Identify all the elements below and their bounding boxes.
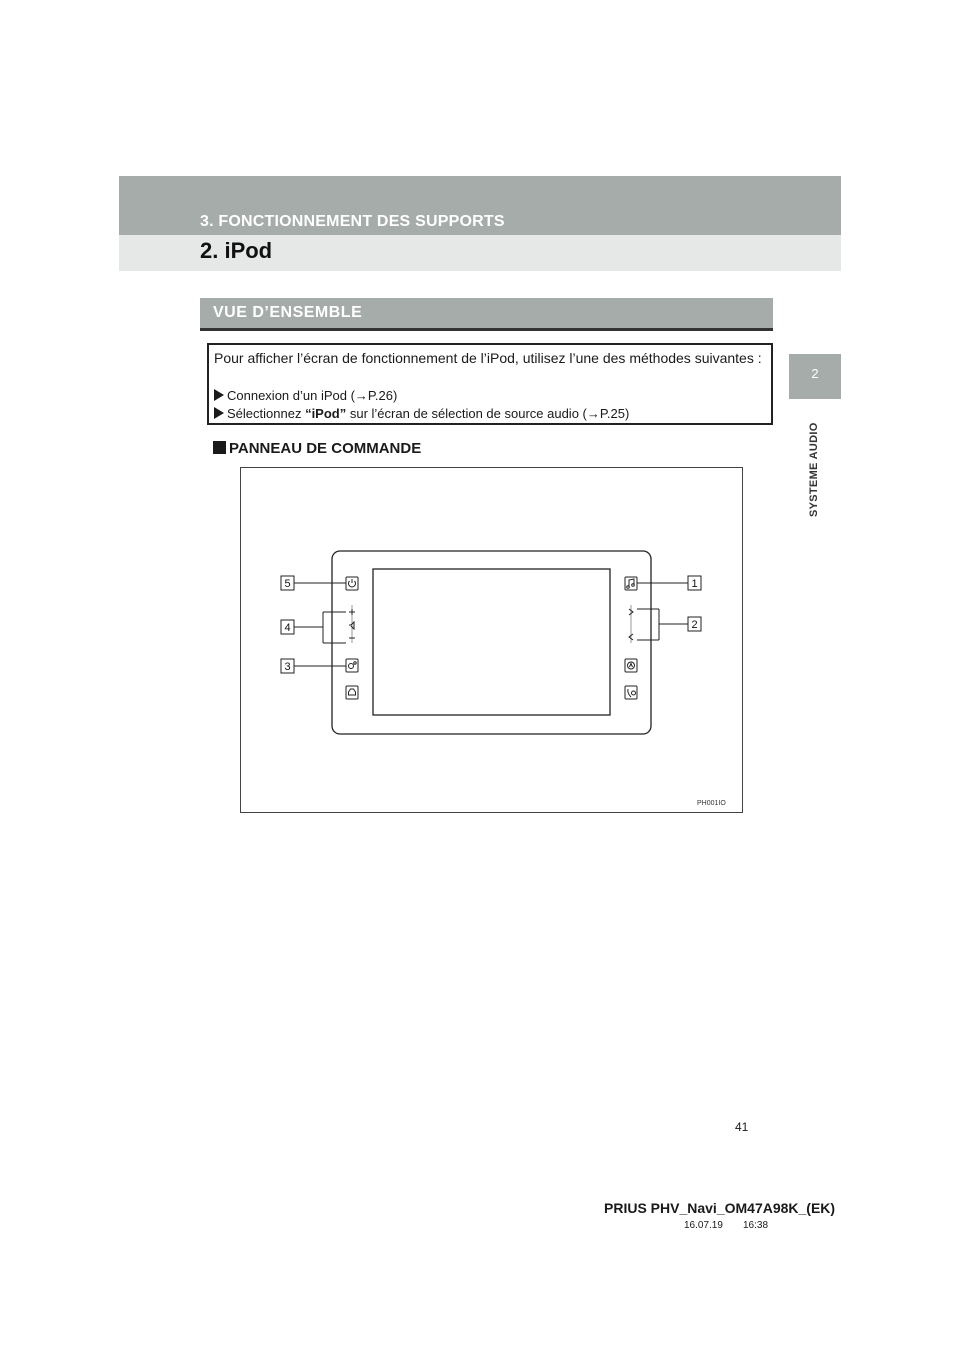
bullet-2-suffix: ) bbox=[624, 406, 630, 421]
overview-bullet-1 bbox=[214, 387, 397, 405]
footer-doc-title: PRIUS PHV_Navi_OM47A98K_(EK) bbox=[604, 1200, 836, 1216]
subsection-title: PANNEAU DE COMMANDE bbox=[229, 440, 422, 457]
chapter-tab-number: 2 bbox=[789, 354, 841, 399]
bullet-triangle-icon bbox=[214, 407, 224, 419]
page-number: 41 bbox=[735, 1120, 749, 1134]
arrow-icon: → bbox=[586, 406, 600, 421]
square-bullet-icon bbox=[213, 441, 226, 454]
bullet-1-ref[interactable]: P.26 bbox=[367, 388, 393, 403]
callout-3: 3 bbox=[284, 661, 291, 673]
bullet-2-ref[interactable]: P.25 bbox=[599, 406, 625, 421]
footer-date: 16.07.19 bbox=[684, 1220, 723, 1231]
arrow-icon: → bbox=[354, 388, 368, 403]
bullet-triangle-icon bbox=[214, 389, 224, 401]
overview-rule bbox=[200, 328, 773, 331]
figure-code: PH001IO bbox=[697, 800, 726, 807]
callout-4: 4 bbox=[284, 622, 291, 634]
control-panel-figure bbox=[240, 467, 743, 813]
subsection-heading bbox=[213, 440, 421, 457]
page-title: 2. iPod bbox=[200, 238, 273, 263]
bullet-2-bold: “iPod” bbox=[305, 406, 347, 421]
callout-1: 1 bbox=[691, 578, 698, 590]
overview-bullet-2 bbox=[214, 405, 629, 423]
chapter-tab-label-text: SYSTEME AUDIO bbox=[808, 422, 820, 517]
bullet-1-prefix: Connexion d’un iPod ( bbox=[227, 388, 355, 403]
footer-time: 16:38 bbox=[743, 1220, 769, 1231]
bullet-2-prefix: Sélectionnez bbox=[227, 406, 306, 421]
section-title: 3. FONCTIONNEMENT DES SUPPORTS bbox=[200, 213, 505, 230]
callout-5: 5 bbox=[284, 578, 291, 590]
overview-intro: Pour afficher l’écran de fonctionnement de l’iPod, utilisez l’une des méthodes suivantes : bbox=[214, 350, 762, 366]
overview-heading: VUE D’ENSEMBLE bbox=[213, 304, 363, 321]
control-panel-diagram bbox=[241, 468, 744, 814]
bullet-2-middle: sur l’écran de sélection de source audio ( bbox=[346, 406, 587, 421]
panel-screen bbox=[373, 569, 610, 715]
bullet-1-suffix: ) bbox=[393, 388, 398, 403]
chapter-tab-label bbox=[808, 407, 824, 517]
callout-2: 2 bbox=[691, 619, 698, 631]
